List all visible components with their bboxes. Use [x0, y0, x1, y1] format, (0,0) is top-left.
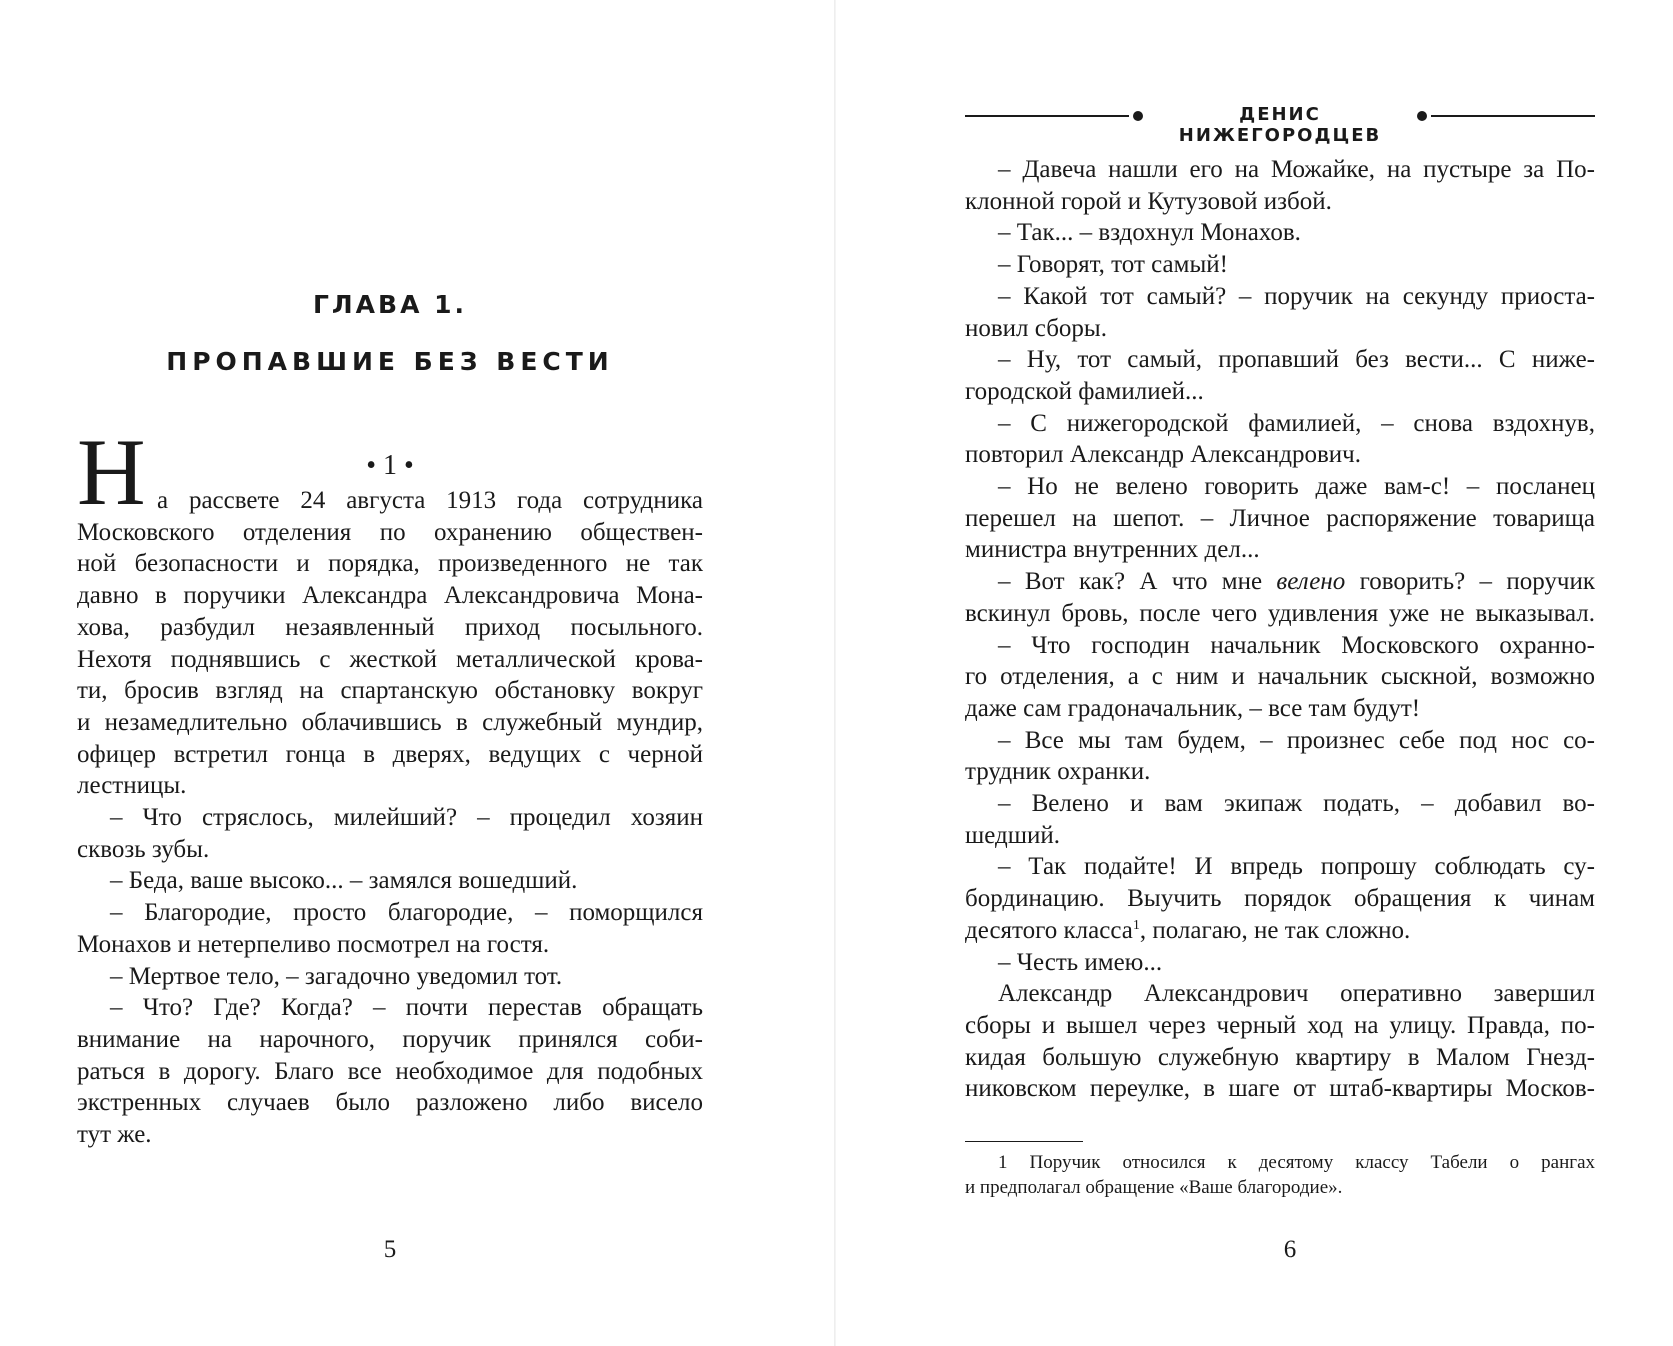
footnote-rule — [965, 1141, 1083, 1142]
text-line: – Все мы там будем, – произнес себе под нос со- — [998, 726, 1595, 754]
footnotes — [965, 1150, 1595, 1200]
text-line — [965, 566, 1595, 598]
text-line: тут же. — [77, 1121, 152, 1149]
text-line: Монахов и нетерпеливо посмотрел на гостя. — [77, 930, 550, 958]
right-page-text — [965, 154, 1595, 1105]
header-dot-right — [1417, 111, 1427, 121]
text-line: ной безопасности и порядка, произведенного не так — [77, 550, 703, 578]
text-line: бординацию. Выучить порядок обращения к чинам — [965, 885, 1595, 913]
left-page — [0, 0, 834, 1346]
text-line: лестницы. — [77, 772, 187, 800]
drop-cap: Н — [77, 419, 146, 525]
text-line: перешел на шепот. – Личное распоряжение товарища — [965, 504, 1595, 532]
text-line: – Но не велено говорить даже вам-с! – посланец — [998, 473, 1595, 501]
text-line: – Мертвое тело, – загадочно уведомил тот. — [110, 962, 563, 990]
chapter-title: ГЛАВА 1. — [312, 290, 468, 319]
running-head-author: ДЕНИС НИЖЕГОРОДЦЕВ — [1178, 104, 1382, 146]
text-line: – Какой тот самый? – поручик на секунду приоста- — [998, 282, 1595, 310]
running-head — [965, 104, 1595, 146]
text-line: клонной горой и Кутузовой избой. — [965, 187, 1332, 215]
text-line: – Честь имею... — [998, 948, 1163, 976]
text-line: – Велено и вам экипаж подать, – добавил во- — [998, 790, 1595, 818]
left-page-text — [77, 419, 703, 1151]
text-line: го отделения, а с ним и начальник сыскной, возможно — [965, 663, 1595, 691]
text-line: и незамедлительно облачившись в служебный мундир, — [77, 708, 703, 736]
text-line — [965, 915, 1595, 947]
footnote-line: и предполагал обращение «Ваше благородие». — [965, 1177, 1343, 1198]
text-line: экстренных случаев было разложено либо висело — [77, 1089, 703, 1117]
text-line: новил сборы. — [965, 314, 1107, 342]
chapter-subtitle: ПРОПАВШИЕ БЕЗ ВЕСТИ — [166, 347, 614, 376]
header-rule-right — [1431, 115, 1595, 117]
text-fragment: говорить? – поручик — [1359, 568, 1596, 596]
text-line: трудник охранки. — [965, 758, 1151, 786]
page-number: 6 — [1283, 1236, 1297, 1263]
text-line: вскинул бровь, после чего удивления уже не выказывал. — [965, 599, 1595, 627]
text-line: повторил Александр Александрович. — [965, 441, 1362, 469]
header-rule-left — [965, 115, 1129, 117]
first-paragraph-start — [77, 419, 703, 525]
footnote-line: 1 Поручик относился к десятому классу Табели о рангах — [998, 1152, 1595, 1173]
text-line: – Говорят, тот самый! — [998, 251, 1228, 279]
text-line: Нехотя поднявшись с жесткой металлической крова- — [77, 645, 703, 673]
text-line: – Что стряслось, милейший? – процедил хозяин — [110, 804, 703, 832]
text-line: – Ну, тот самый, пропавший без вести... С ниже- — [998, 346, 1595, 374]
text-line: давно в поручики Александра Александровича Мона- — [77, 582, 703, 610]
text-line: – Благородие, просто благородие, – поморщился — [110, 899, 703, 927]
text-line: министра внутренних дел... — [965, 536, 1260, 564]
text-line: хова, разбудил незаявленный приход посыльного. — [77, 613, 703, 641]
text-fragment: , полагаю, не так сложно. — [1139, 916, 1411, 944]
footnote-marker: 1 — [1132, 917, 1140, 933]
text-line: Московского отделения по охранению обществен- — [77, 518, 703, 546]
text-line: раться в дорогу. Благо все необходимое для подобных — [77, 1057, 703, 1085]
text-line: даже сам градоначальник, – все там будут! — [965, 694, 1421, 722]
text-line: Александр Александрович оперативно завершил — [998, 980, 1595, 1008]
text-line: сквозь зубы. — [77, 835, 210, 863]
header-dot-left — [1133, 111, 1143, 121]
text-line: шедший. — [965, 821, 1060, 849]
text-line: сборы и вышел через черный ход на улицу. Правда, по- — [965, 1011, 1595, 1039]
text-line: – Давеча нашли его на Можайке, на пустыре за По- — [998, 156, 1595, 183]
text-line: – Так... – вздохнул Монахов. — [998, 219, 1301, 247]
text-line: внимание на нарочного, поручик принялся соби- — [77, 1025, 703, 1053]
text-fragment: – Вот как? А что мне — [998, 568, 1263, 596]
text-line: а рассвете 24 августа 1913 года сотрудника — [157, 487, 703, 514]
text-line: городской фамилией... — [965, 377, 1204, 405]
text-line: – Что господин начальник Московского охранно- — [998, 631, 1595, 659]
page-number: 5 — [383, 1236, 397, 1263]
section-number: • 1 • — [366, 450, 414, 481]
right-page — [836, 0, 1673, 1346]
text-line: – С нижегородской фамилией, – снова вздохнув, — [998, 409, 1595, 437]
text-line: офицер встретил гонца в дверях, ведущих с черной — [77, 740, 703, 768]
text-line: никовском переулке, в шаге от штаб-квартиры Москов- — [965, 1075, 1595, 1103]
text-line: ти, бросив взгляд на спартанскую обстановку вокруг — [77, 677, 703, 705]
text-line: – Беда, ваше высоко... – замялся вошедший. — [110, 867, 578, 895]
text-line: – Что? Где? Когда? – почти перестав обращать — [110, 994, 703, 1022]
text-fragment: десятого класса — [965, 916, 1133, 944]
text-line: кидая большую служебную квартиру в Малом Гнезд- — [965, 1043, 1595, 1071]
italic-word: велено — [1276, 568, 1346, 596]
text-line: – Так подайте! И впредь попрошу соблюдать су- — [998, 853, 1595, 881]
